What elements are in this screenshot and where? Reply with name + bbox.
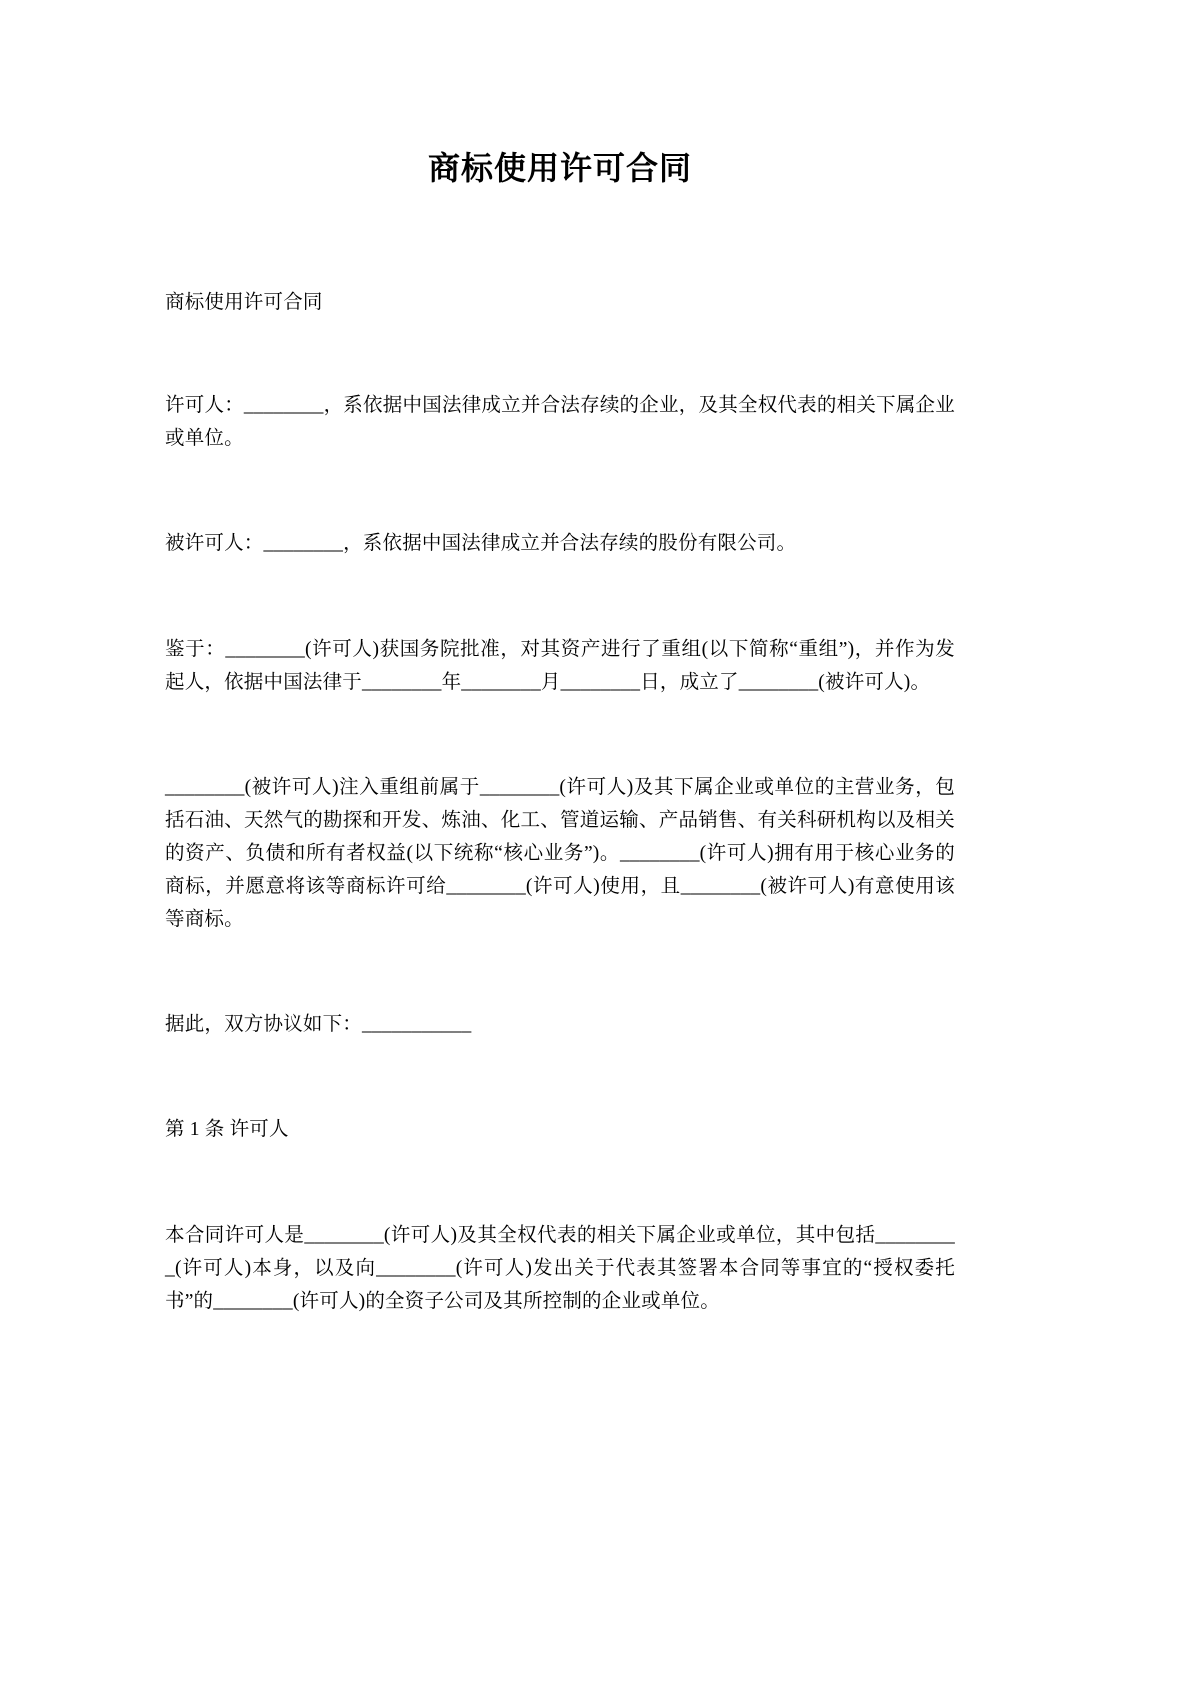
paragraph-accordingly-clause: 据此，双方协议如下：___________ [165, 1014, 472, 1035]
paragraph-licensor-definition: 许可人：________，系依据中国法律成立并合法存续的企业，及其全权代表的相关下属企业或单位。 [165, 395, 955, 449]
document-body [165, 0, 955, 1318]
spacer [165, 1041, 955, 1113]
article-1-body: 本合同许可人是________(许可人)及其全权代表的相关下属企业或单位，其中包括_________(许可人)本身，以及向________(许可人)发出关于代表其签署本合同等事宜的“授权委托书”的________(许可人)的全资子公司及其所控制的企业或单位。 [165, 1225, 955, 1312]
spacer [165, 188, 955, 286]
spacer [165, 560, 955, 633]
spacer [165, 1146, 955, 1219]
paragraph-heading-restated: 商标使用许可合同 [165, 292, 323, 313]
spacer [165, 936, 955, 1008]
spacer [165, 455, 955, 527]
paragraph-whereas-clause: 鉴于：________(许可人)获国务院批准，对其资产进行了重组(以下简称“重组”)，并作为发起人，依据中国法律于________年________月________日，成立了________(被许可人)。 [165, 639, 955, 693]
paragraph-licensee-definition: 被许可人：________，系依据中国法律成立并合法存续的股份有限公司。 [165, 533, 797, 554]
spacer [165, 319, 955, 389]
page-title: 商标使用许可合同 [427, 150, 692, 186]
spacer [165, 699, 955, 771]
paragraph-core-business-clause: ________(被许可人)注入重组前属于________(许可人)及其下属企业或单位的主营业务，包括石油、天然气的勘探和开发、炼油、化工、管道运输、产品销售、有关科研机构以及相关的资产、负债和所有者权益(以下统称“核心业务”)。________(许可人)拥有用于核心业务的商标，并愿意将该等商标许可给________(许可人)使用，且________(被许可人)有意使用该等商标。 [165, 777, 955, 930]
article-1-heading: 第 1 条 许可人 [165, 1119, 289, 1140]
